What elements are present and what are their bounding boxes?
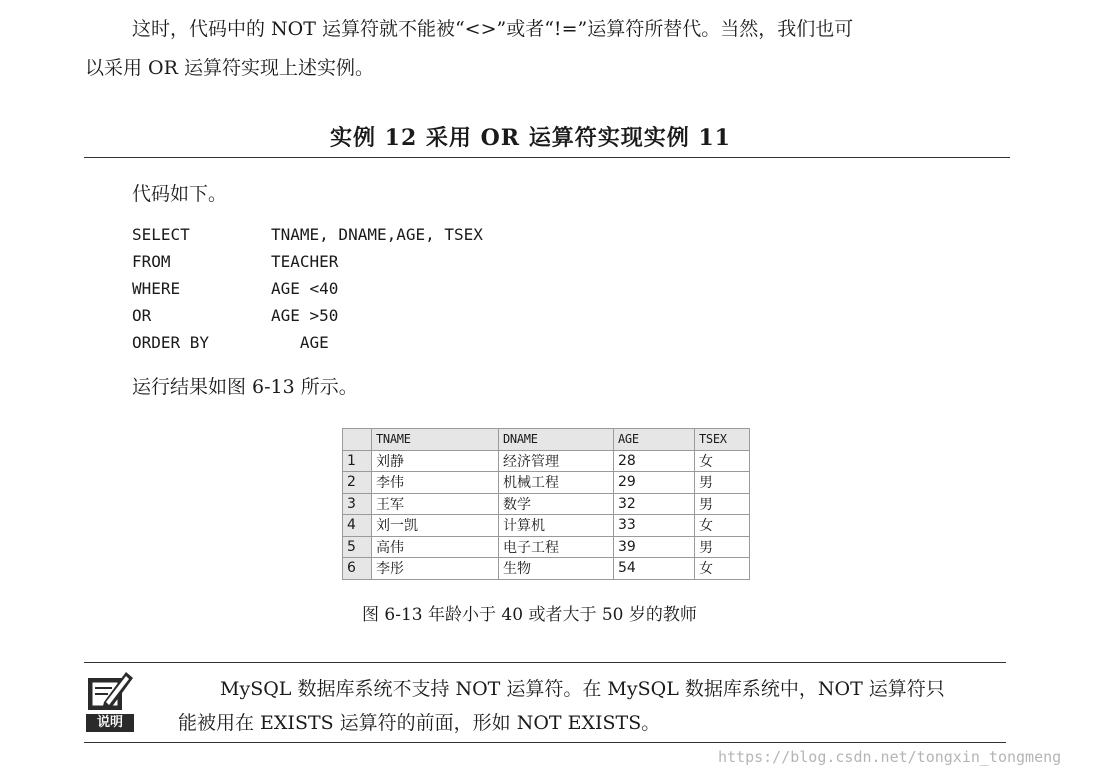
result-table — [342, 428, 750, 580]
table-cell: 29 — [614, 472, 695, 494]
note-bottom-rule — [84, 742, 1006, 743]
table-row — [343, 450, 750, 472]
note-top-rule — [84, 662, 1006, 663]
code-keyword: WHERE — [132, 279, 181, 298]
table-cell: 32 — [614, 493, 695, 515]
table-cell: 电子工程 — [499, 536, 614, 558]
table-cell: 女 — [695, 515, 750, 537]
table-row — [343, 472, 750, 494]
table-row — [343, 536, 750, 558]
table-cell: 刘一凯 — [372, 515, 499, 537]
row-index: 1 — [343, 450, 372, 472]
table-header-cell — [343, 429, 372, 451]
table-cell: 39 — [614, 536, 695, 558]
table-cell: 李伟 — [372, 472, 499, 494]
row-index: 4 — [343, 515, 372, 537]
code-line — [132, 221, 483, 248]
code-line — [132, 329, 483, 356]
figure-caption: 图 6-13 年龄小于 40 或者大于 50 岁的教师 — [362, 605, 697, 625]
note-pencil-icon — [86, 668, 134, 732]
table-header-cell: TSEX — [695, 429, 750, 451]
example-heading: 实例 12 采用 OR 运算符实现实例 11 — [330, 125, 731, 151]
row-index: 5 — [343, 536, 372, 558]
code-argument: AGE <40 — [271, 279, 339, 298]
table-header-cell: DNAME — [499, 429, 614, 451]
code-line — [132, 248, 483, 275]
table-cell: 高伟 — [372, 536, 499, 558]
table-header-cell: TNAME — [372, 429, 499, 451]
code-keyword: SELECT — [132, 225, 190, 244]
code-intro: 代码如下。 — [132, 183, 228, 205]
table-cell: 计算机 — [499, 515, 614, 537]
table-cell: 刘静 — [372, 450, 499, 472]
table-row — [343, 558, 750, 580]
code-keyword: ORDER BY — [132, 333, 210, 352]
table-cell: 33 — [614, 515, 695, 537]
code-line — [132, 302, 483, 329]
watermark-url: https://blog.csdn.net/tongxin_tongmeng — [718, 748, 1062, 766]
table-cell: 男 — [695, 493, 750, 515]
table-header-cell: AGE — [614, 429, 695, 451]
heading-rule — [84, 157, 1010, 158]
table-cell: 经济管理 — [499, 450, 614, 472]
note-line-2: 能被用在 EXISTS 运算符的前面，形如 NOT EXISTS。 — [178, 712, 661, 734]
table-row — [343, 493, 750, 515]
table-cell: 女 — [695, 558, 750, 580]
row-index: 2 — [343, 472, 372, 494]
table-cell: 女 — [695, 450, 750, 472]
row-index: 6 — [343, 558, 372, 580]
row-index: 3 — [343, 493, 372, 515]
table-cell: 李彤 — [372, 558, 499, 580]
code-argument: AGE — [271, 333, 329, 352]
code-argument: AGE >50 — [271, 306, 339, 325]
note-line-1: MySQL 数据库系统不支持 NOT 运算符。在 MySQL 数据库系统中，NOT 运算符只 — [220, 678, 945, 700]
table-cell: 男 — [695, 536, 750, 558]
result-intro: 运行结果如图 6-13 所示。 — [132, 376, 358, 398]
code-keyword: OR — [132, 306, 152, 325]
table-cell: 数学 — [499, 493, 614, 515]
table-header-row — [343, 429, 750, 451]
code-line — [132, 275, 483, 302]
code-block — [132, 221, 483, 356]
code-argument: TEACHER — [271, 252, 339, 271]
intro-line-1: 这时，代码中的 NOT 运算符就不能被“<>”或者“!=”运算符所替代。当然，我们也可 — [132, 18, 854, 40]
table-cell: 机械工程 — [499, 472, 614, 494]
table-cell: 54 — [614, 558, 695, 580]
table-cell: 王军 — [372, 493, 499, 515]
intro-line-2: 以采用 OR 运算符实现上述实例。 — [85, 57, 374, 79]
table-cell: 男 — [695, 472, 750, 494]
note-icon-label: 说明 — [86, 714, 134, 732]
table-cell: 生物 — [499, 558, 614, 580]
table-row — [343, 515, 750, 537]
table-cell: 28 — [614, 450, 695, 472]
code-keyword: FROM — [132, 252, 171, 271]
code-argument: TNAME, DNAME,AGE, TSEX — [271, 225, 483, 244]
